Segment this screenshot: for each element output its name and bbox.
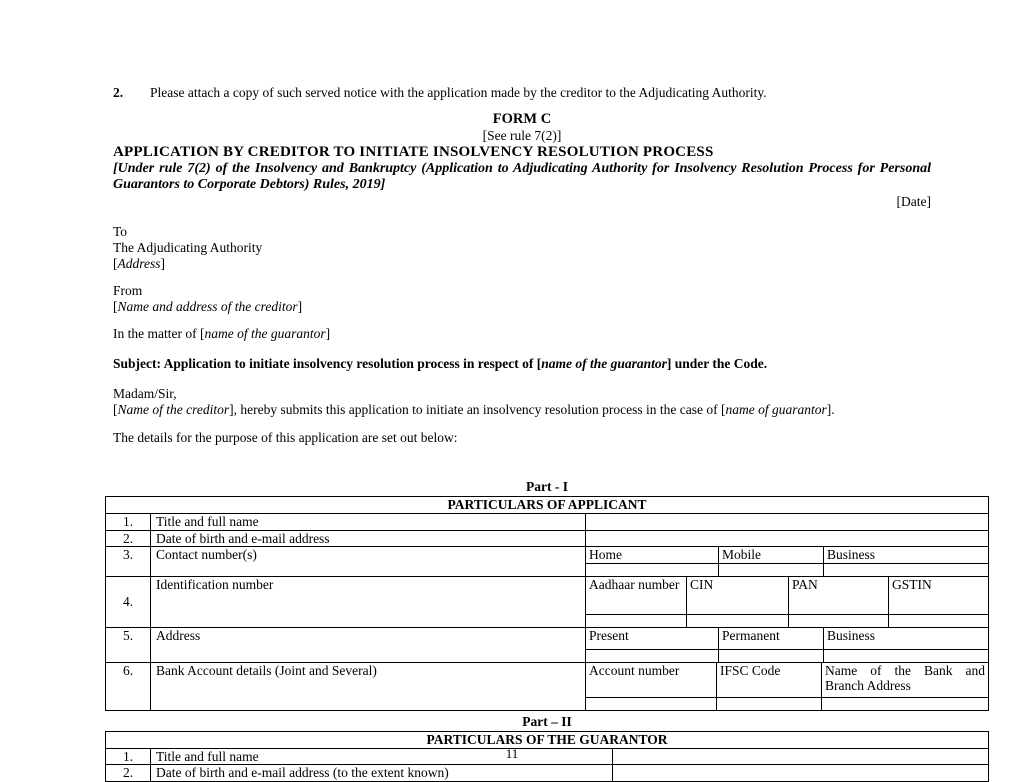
sub-col-header: Business — [823, 628, 988, 649]
row-number: 2. — [106, 765, 151, 782]
row-number: 6. — [106, 662, 151, 710]
spacer — [113, 372, 931, 386]
row-value-group — [586, 547, 989, 577]
spacer — [113, 315, 931, 326]
sub-col-header: IFSC Code — [716, 663, 821, 697]
sub-col-header: Mobile — [718, 547, 823, 563]
table-row — [106, 530, 989, 547]
table-row — [106, 576, 989, 627]
to-label: To — [113, 223, 128, 239]
sub-col-empty — [718, 563, 823, 576]
sub-col-empty — [586, 614, 686, 627]
part2-caption: Part – II — [522, 713, 572, 729]
sub-col-header: Permanent — [718, 628, 823, 649]
sub-col-empty — [718, 649, 823, 662]
subject-suffix: ] under the Code. — [666, 355, 768, 371]
sub-col-header: Present — [589, 627, 629, 643]
sub-col-empty — [888, 614, 988, 627]
row-label: Date of birth and e-mail address — [151, 530, 586, 547]
from-placeholder — [113, 299, 931, 315]
row-value-group — [586, 627, 989, 662]
sub-col-header: PAN — [788, 577, 888, 614]
submission-text: ], hereby submits this application to initiate an insolvency resolution process in the case of [ — [229, 402, 726, 417]
row-label: Contact number(s) — [151, 547, 586, 577]
row-label: Date of birth and e-mail address (to the extent known) — [151, 765, 613, 782]
row-value-empty — [613, 765, 989, 782]
row-number: 2. — [106, 530, 151, 547]
sub-col-header: Aadhaar number — [589, 576, 680, 592]
row-label: Bank Account details (Joint and Several) — [151, 662, 586, 710]
form-name: FORM C — [492, 110, 552, 127]
matter-prefix: In the matter of [ — [113, 325, 205, 341]
row-label: Address — [151, 627, 586, 662]
row-value-empty — [586, 530, 989, 547]
guarantor-name-italic: name of the guarantor — [204, 325, 326, 341]
row-number: 4. — [106, 576, 151, 627]
rule-citation: [Under rule 7(2) of the Insolvency and Bankruptcy (Application to Adjudicating Authority for Insolvency Resolution Process for Personal Guarantors to Corporate Debtors) Rules, 2019] — [113, 160, 931, 192]
table-row — [106, 765, 989, 782]
text-block — [113, 84, 931, 446]
to-address-placeholder — [113, 256, 931, 272]
sub-col-empty — [586, 697, 716, 710]
row-value-empty — [586, 514, 989, 531]
subject-guarantor-italic: name of the guarantor — [541, 355, 667, 371]
bracket: ]. — [826, 402, 835, 417]
document-title: APPLICATION BY CREDITOR TO INITIATE INSOLVENCY RESOLUTION PROCESS — [113, 143, 714, 160]
address-subgrid — [586, 628, 988, 662]
sub-col-header: Business — [823, 547, 988, 563]
sub-col-header: CIN — [686, 577, 788, 614]
submission-paragraph — [113, 402, 931, 419]
spacer — [113, 210, 931, 224]
row-value-group — [586, 576, 989, 627]
spacer — [113, 272, 931, 283]
sub-col-empty — [788, 614, 888, 627]
row-number: 1. — [106, 514, 151, 531]
row-number: 1. — [106, 748, 151, 765]
table-title: PARTICULARS OF THE GUARANTOR — [106, 731, 989, 748]
bracket: [ — [113, 255, 118, 271]
contact-subgrid — [586, 547, 988, 576]
sub-col-empty — [586, 649, 718, 662]
sub-col-header: Name of the Bank and Branch Address — [821, 663, 988, 697]
row-value-group — [586, 662, 989, 710]
row-label: Title and full name — [151, 514, 586, 531]
to-authority: The Adjudicating Authority — [113, 239, 263, 255]
bracket: [ — [113, 402, 118, 417]
sub-col-empty — [686, 614, 788, 627]
particulars-of-applicant-table — [105, 496, 989, 711]
bracket: [ — [113, 298, 118, 314]
salutation: Madam/Sir, — [113, 386, 177, 401]
rule-reference: [See rule 7(2)] — [482, 127, 562, 143]
sub-col-header: Home — [589, 547, 622, 562]
sub-col-empty — [821, 697, 988, 710]
address-italic: Address — [117, 255, 161, 271]
part1-caption: Part - I — [526, 479, 568, 494]
creditor-name-italic: Name of the creditor — [117, 402, 230, 417]
details-intro-line: The details for the purpose of this application are set out below: — [113, 429, 458, 445]
table-title: PARTICULARS OF APPLICANT — [106, 497, 989, 514]
table-row — [106, 547, 989, 577]
note-item-number: 2. — [113, 85, 124, 100]
creditor-name-italic: Name and address of the creditor — [117, 298, 298, 314]
tables-block — [105, 479, 989, 782]
table-header-row — [106, 497, 989, 514]
sub-col-empty — [823, 563, 988, 576]
sub-col-empty — [823, 649, 988, 662]
subject-prefix: Subject: Application to initiate insolvency resolution process in respect of [ — [113, 355, 542, 371]
sub-col-empty — [586, 563, 718, 576]
row-label: Title and full name — [151, 748, 613, 765]
from-label: From — [113, 282, 143, 298]
table-row — [106, 627, 989, 662]
row-number: 5. — [106, 627, 151, 662]
sub-col-empty — [716, 697, 821, 710]
sub-col-header: Account number — [589, 662, 680, 678]
sub-col-header: GSTIN — [888, 577, 988, 614]
table-row — [106, 514, 989, 531]
spacer — [113, 342, 931, 356]
table-row — [106, 662, 989, 710]
note-item-text: Please attach a copy of such served notice with the application made by the creditor to the Adjudicating Authority. — [150, 85, 767, 100]
row-number: 3. — [106, 547, 151, 577]
identification-subgrid — [586, 577, 988, 627]
matter-line — [113, 326, 931, 342]
spacer — [113, 419, 931, 430]
bracket: ] — [325, 325, 331, 341]
note-item-2 — [113, 84, 931, 102]
row-label: Identification number — [151, 576, 586, 627]
date-placeholder: [Date] — [896, 193, 931, 209]
bracket: ] — [297, 298, 303, 314]
guarantor-name-italic: name of guarantor — [725, 402, 827, 417]
subject-line — [113, 356, 931, 373]
bank-subgrid — [586, 663, 988, 710]
page-number: 11 — [505, 746, 519, 761]
bracket: ] — [160, 255, 165, 271]
